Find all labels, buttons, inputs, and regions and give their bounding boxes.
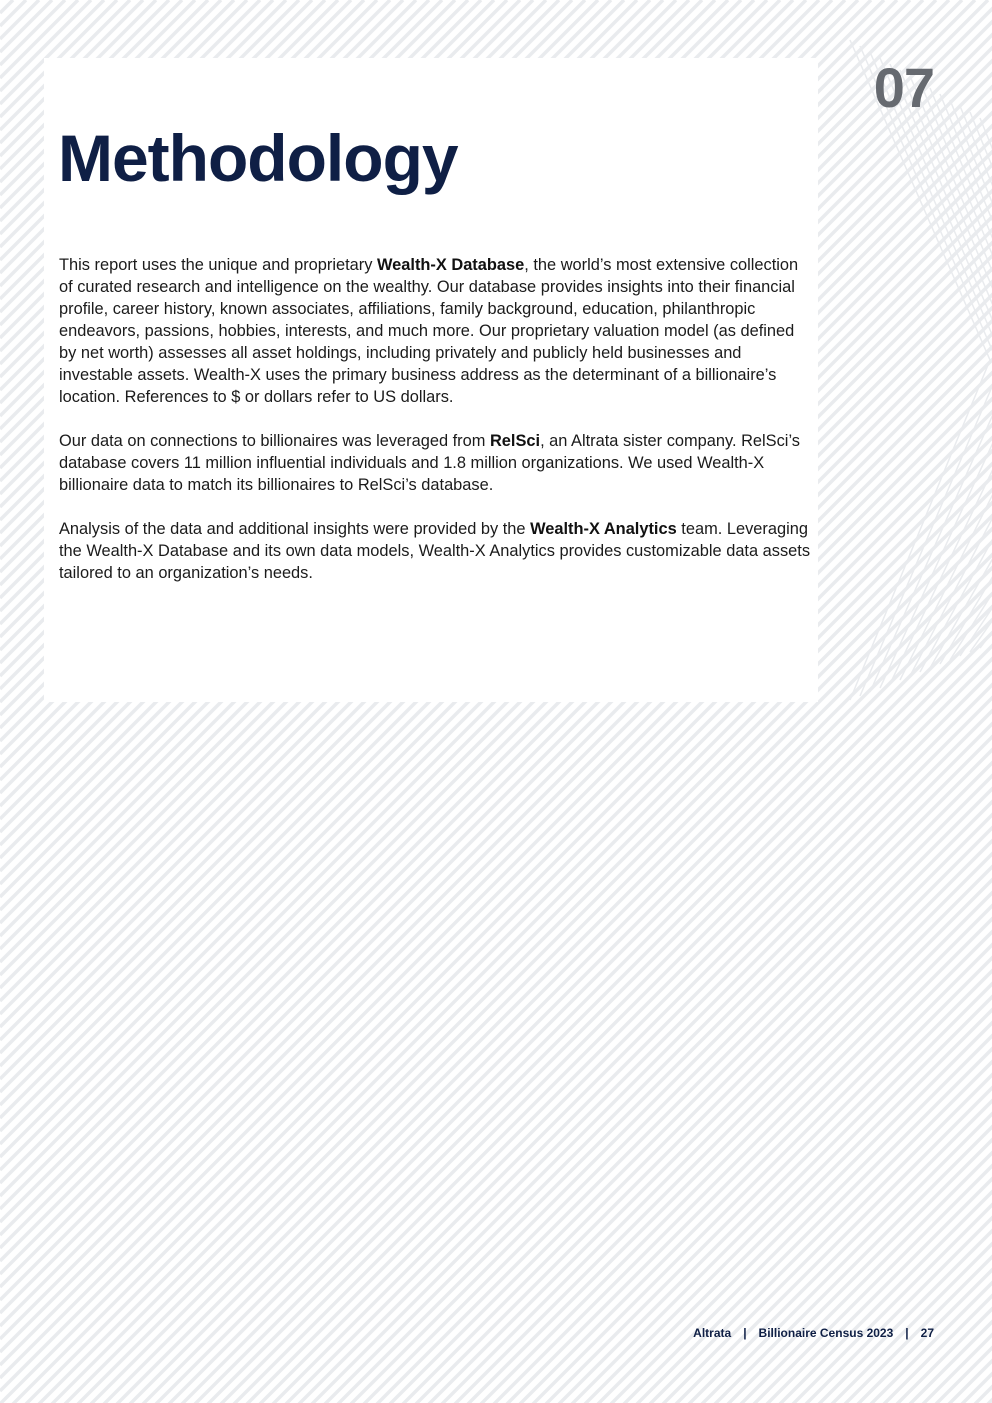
wealthx-database-highlight: Wealth-X Database: [376, 256, 525, 274]
footer-page-number: 27: [920, 1326, 934, 1340]
paragraph-relsci: Our data on connections to billionaires was leveraged from RelSci, an Altrata sister company. RelSci’s database covers 11 million influential individuals and 1.8 million organizations. We used Wealth-X billionaire data to match its billionaires to RelSci’s database.: [59, 432, 800, 494]
page-footer: [693, 1326, 934, 1340]
paragraph-analytics: Analysis of the data and additional insights were provided by the Wealth-X Analytics team. Leveraging the Wealth-X Database and its own data models, Wealth-X Analytics provides customizable data assets tailored to an organization’s needs.: [59, 520, 811, 582]
footer-brand: Altrata: [693, 1326, 732, 1340]
footer-publication: Billionaire Census 2023: [758, 1326, 894, 1340]
footer-separator: |: [743, 1326, 747, 1340]
relsci-highlight: RelSci: [489, 432, 541, 450]
page-title: Methodology: [58, 121, 458, 195]
chapter-number: 07: [873, 56, 934, 119]
footer-separator: |: [905, 1326, 909, 1340]
body-text: [59, 254, 811, 606]
paragraph-database: This report uses the unique and proprietary Wealth-X Database, the world’s most extensive collection of curated research and intelligence on the wealthy. Our database provides insights into their financial profile, career history, known associates, affiliations, family background, education, philanthropic endeavors, passions, hobbies, interests, and much more. Our proprietary valuation model (as defined by net worth) assesses all asset holdings, including privately and publicly held businesses and investable assets. Wealth-X uses the primary business address as the determinant of a billionaire’s location. References to $ or dollars refer to US dollars.: [59, 256, 799, 406]
wealthx-analytics-highlight: Wealth-X Analytics: [530, 520, 677, 538]
